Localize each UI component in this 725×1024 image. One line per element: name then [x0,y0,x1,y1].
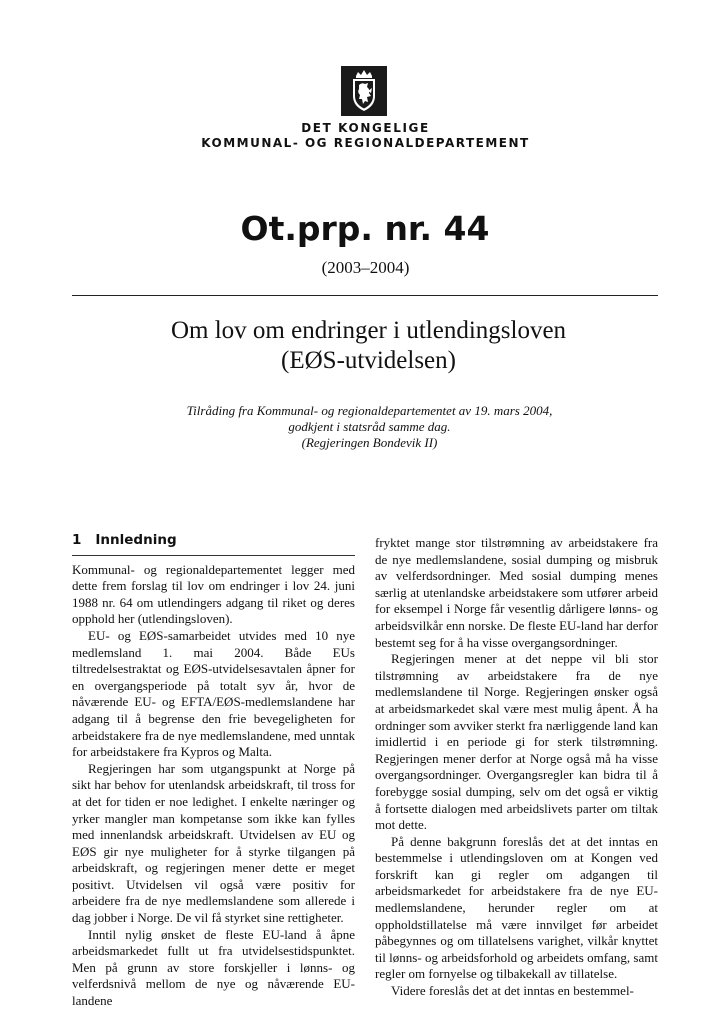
recommendation-block [0,403,725,451]
session-year: (2003–2004) [321,258,410,277]
main-title [0,316,725,376]
section-title: Innledning [95,532,177,548]
title-divider [72,295,658,296]
paragraph: Inntil nylig ønsket de fleste EU-land å åpne arbeidsmarkedet fullt ut fra utvidelsestidspunktet. Men på grunn av store forskjeller i lønns- og velferdsnivå mellom de nye og nåværende EU-landene [72,926,355,1009]
paragraph: EU- og EØS-samarbeidet utvides med 10 nye medlemsland 1. mai 2004. Både EUs tiltredelsestraktat og EØS-utvidelsesavtalen åpner for en overgangsperiode på totalt syv år, hvor de nåværende EU- og EFTA/EØS-medlemslandene har adgang til å begrense den frie bevegeligheten for arbeidstakere fra de nye medlemslandene, med unntak for arbeidstakere fra Kypros og Malta. [72,627,355,760]
paragraph: På denne bakgrunn foreslås det at det inntas en bestemmelse i utlendingsloven om at Kongen ved forskrift kan gi regler om adgangen til arbeidsmarkedet for arbeidstakere fra de nye EU-medlemslandene, herunder regler om at oppholdstillatelse må være innvilget før arbeidet påbegynnes og om tillatelsens varighet, vilkår knyttet til lønns- og arbeidsforhold og arbeidets omfang, samt regler om fornyelse og tilbakekall av tillatelse. [375,833,658,982]
section-number: 1 [72,532,82,548]
left-text-column [72,532,355,1010]
recommendation-line2: godkjent i statsråd samme dag. [288,419,451,434]
paragraph: Videre foreslås det at det inntas en bestemmel- [391,983,634,999]
paragraph: Regjeringen har som utgangspunkt at Norge på sikt har behov for utenlandsk arbeidskraft, til tross for at det for tiden er noe ledighet. I enkelte næringer og yrker mangler man kompetanse som ikke kan fylles med innenlandsk arbeidskraft. Utvidelsen av EU og EØS gir nye muligheter for å styrke tilgangen på arbeidskraft, og regjeringen mener dette er meget positivt. Utvidelsen vil også være positiv for arbeidere fra de nye medlemslandene som allerede i dag jobber i Norge. De vil få styrket sine rettigheter. [72,760,355,926]
right-text-column [375,535,658,1000]
ministry-name-line1: DET KONGELIGE [301,121,430,135]
paragraph: fryktet mange stor tilstrømning av arbeidstakere fra de nye medlemslandene, sosial dumping og misbruk av velferdsordninger. Med sosial dumping menes særlig at utenlandske arbeidstakere som utfører arbeid for eksempel i Norge får vesentlig dårligere lønns- og arbeidsvilkår enn norske. De fleste EU-land har derfor bestemt seg for å ha visse overgangsordninger. [375,535,658,650]
recommendation-line1: Tilråding fra Kommunal- og regionaldepartementet av 19. mars 2004, [186,403,553,418]
ministry-name-line2: KOMMUNAL- OG REGIONALDEPARTEMENT [201,136,530,150]
recommendation-line3: (Regjeringen Bondevik II) [301,435,438,450]
main-title-line2: (EØS-utvidelsen) [281,347,456,374]
document-number-title: Ot.prp. nr. 44 [240,209,490,248]
paragraph: Regjeringen mener at det neppe vil bli stor tilstrømning av arbeidstakere fra de nye medlemslandene til Norge. Regjeringen ønsker også at arbeidsmarkedet skal være mest mulig åpent. Å ha ordninger som avviker sterkt fra nærliggende land kan imidlertid i en periode gi for sterk tilstrømning. Regjeringen mener derfor at Norge også må ha visse overgangsordninger. Overgangsregler kan bidra til å forebygge sosial dumping, selv om det også er viktig å fortsette dialogen med arbeidslivets parter om tiltak mot dette. [375,651,658,833]
norwegian-coat-of-arms-icon [341,66,387,116]
section-heading [72,532,355,556]
main-title-line1: Om lov om endringer i utlendingsloven [170,317,567,344]
paragraph: Kommunal- og regionaldepartementet legger med dette frem forslag til lov om endringer i lov 24. juni 1988 nr. 64 om utlendingers adgang til riket og deres opphold her (utlendingsloven). [72,561,355,627]
